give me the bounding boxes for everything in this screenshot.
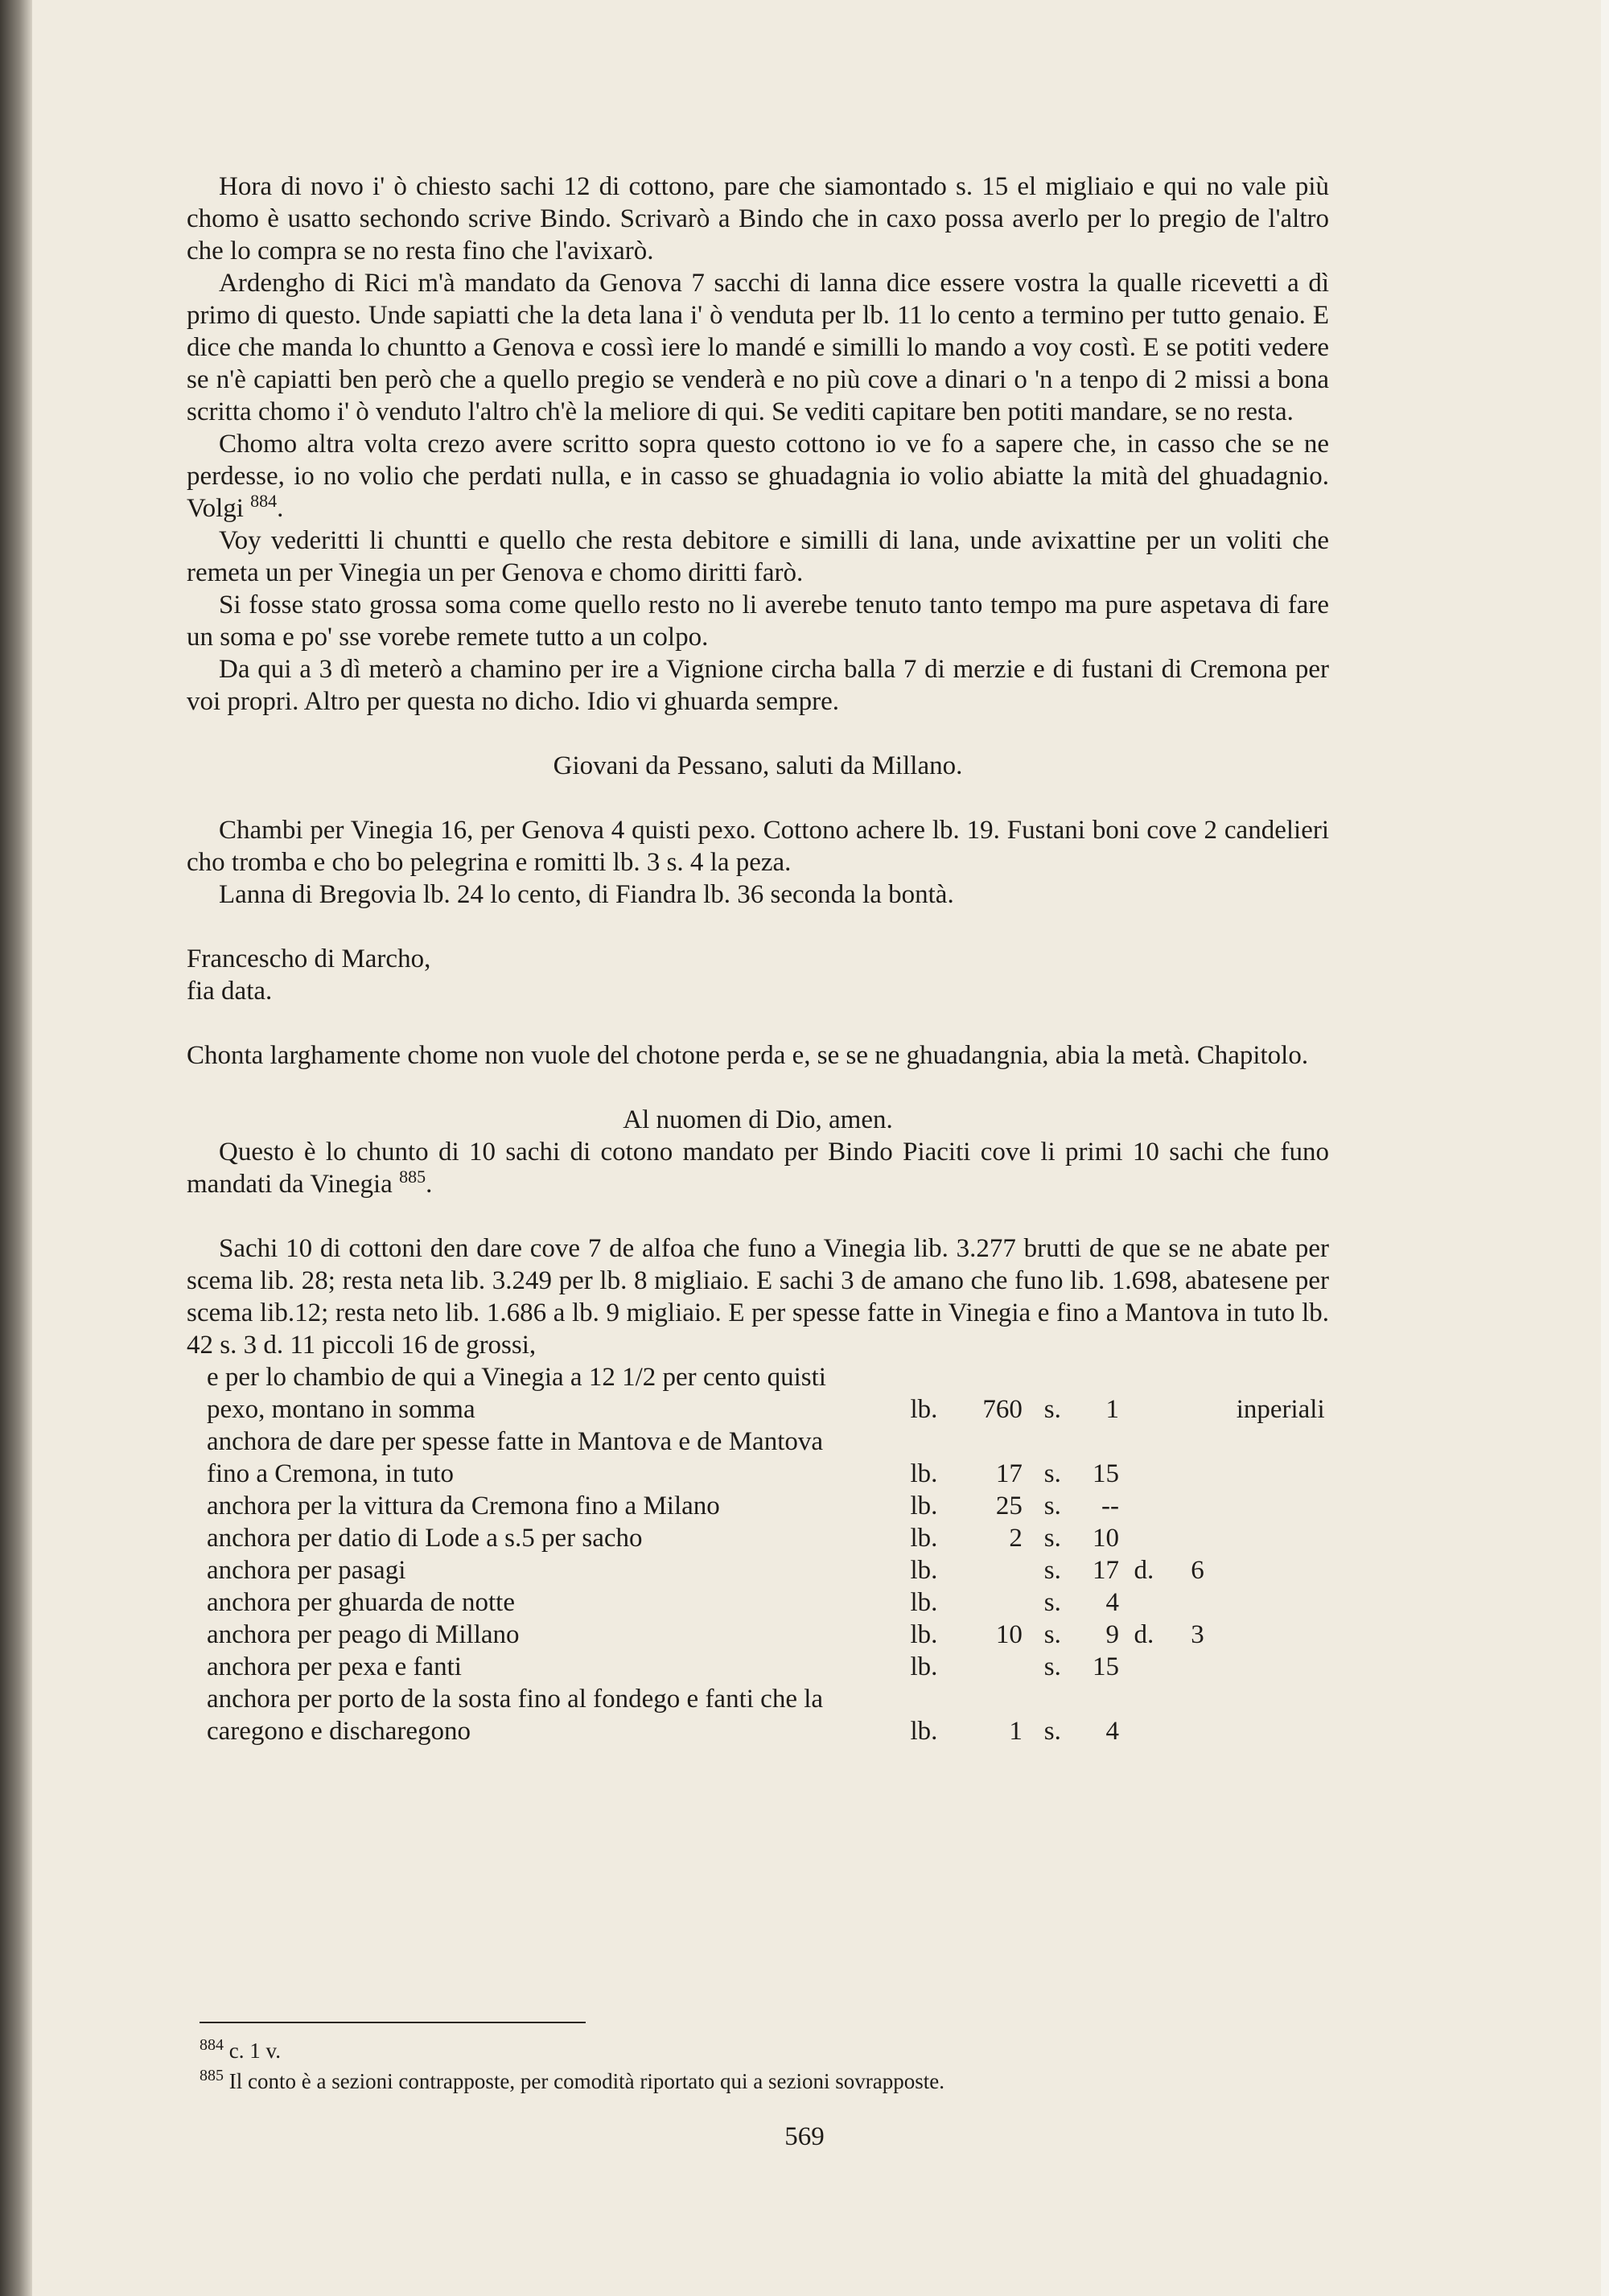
ledger-lb-unit: lb. xyxy=(910,1717,938,1746)
ledger-s-value: 9 xyxy=(1105,1620,1119,1649)
ledger-s-unit: s. xyxy=(1043,1588,1061,1617)
ledger-description-line: anchora per ghuarda de notte xyxy=(207,1588,515,1617)
ledger-lb-unit: lb. xyxy=(910,1620,938,1649)
ledger-lb-value: 25 xyxy=(995,1492,1023,1520)
paragraph-7: Chambi per Vinegia 16, per Genova 4 quisti pexo. Cottono achere lb. 19. Fustani boni cove 2 candelieri cho tromba e cho bo pelegrina e romitti lb. 3 s. 4 la peza. xyxy=(187,816,1329,877)
footnote-text: c. 1 v. xyxy=(228,2039,281,2063)
ledger-description-line: caregono e discharegono xyxy=(207,1717,471,1746)
ledger-lb-value: 1 xyxy=(1009,1717,1023,1746)
ledger-row xyxy=(187,1586,1329,1619)
ledger-description xyxy=(187,1426,911,1490)
footnote-text: Il conto è a sezioni contrapposte, per comodità riportato qui a sezioni sovrapposte. xyxy=(228,2069,944,2093)
ledger-row xyxy=(187,1426,1329,1490)
ledger-row xyxy=(187,1490,1329,1522)
ledger-description-line: anchora per pexa e fanti xyxy=(207,1652,462,1681)
ledger-description-line: anchora per porto de la sosta fino al fondego e fanti che la xyxy=(207,1685,824,1714)
paragraph-11: Sachi 10 di cottoni den dare cove 7 de alfoa che funo a Vinegia lib. 3.277 brutti de que se ne abate per scema lib. 28; resta neta lib. 3.249 per lb. 8 migliaio. E sachi 3 de amano che funo lib. 1.698, abatesene per scema lib.12; resta neto lib. 1.686 a lb. 9 migliaio. E per spesse fatte in Vinegia e fino a Mantova in tuto lb. 42 s. 3 d. 11 piccoli 16 de grossi, xyxy=(187,1234,1329,1360)
ledger-description-line: anchora de dare per spesse fatte in Mantova e de Mantova xyxy=(207,1427,824,1456)
ledger-s-value: 15 xyxy=(1092,1459,1119,1488)
ledger-row xyxy=(187,1619,1329,1651)
paragraph-8: Lanna di Bregovia lb. 24 lo cento, di Fiandra lb. 36 seconda la bontà. xyxy=(219,880,954,909)
footnote-885 xyxy=(200,2066,1326,2096)
ledger-lb-value: 2 xyxy=(1009,1524,1023,1553)
footnotes xyxy=(200,2035,1326,2096)
invocation: Al nuomen di Dio, amen. xyxy=(623,1105,893,1134)
address-line-1: Francescho di Marcho, xyxy=(187,944,431,973)
footnote-number: 884 xyxy=(200,2036,224,2054)
footnote-number: 885 xyxy=(200,2067,224,2084)
paragraph-1: Hora di novo i' ò chiesto sachi 12 di cottono, pare che siamontado s. 15 el migliaio e qui no vale più chomo è usatto sechondo scrive Bindo. Scrivarò a Bindo che in caxo possa averlo per lo pregio de l'altro che lo compra se no resta fino che l'avixarò. xyxy=(187,172,1329,265)
ledger-description xyxy=(187,1619,911,1651)
ledger-currency: inperiali xyxy=(1236,1395,1325,1424)
summary-note: Chonta larghamente chome non vuole del chotone perda e, se se ne ghuadangnia, abia la metà. Chapitolo. xyxy=(187,1041,1309,1070)
ledger-description xyxy=(187,1683,911,1747)
ledger-lb-unit: lb. xyxy=(910,1652,938,1681)
ledger-s-unit: s. xyxy=(1043,1459,1061,1488)
ledger-d-value: 6 xyxy=(1191,1556,1204,1585)
ledger-description-line: anchora per datio di Lode a s.5 per sacho xyxy=(207,1524,643,1553)
ledger-lb-value: 17 xyxy=(995,1459,1023,1488)
account-ledger xyxy=(187,1361,1329,1747)
ledger-s-value: -- xyxy=(1101,1492,1119,1520)
footnote-rule xyxy=(200,2022,586,2023)
page-edge xyxy=(1601,0,1609,2296)
ledger-row xyxy=(187,1522,1329,1554)
page-number: 569 xyxy=(784,2122,825,2151)
ledger-row xyxy=(187,1683,1329,1747)
paragraph-4: Voy vederitti li chuntti e quello che resta debitore e similli di lana, unde avixattine per un voliti che remeta un per Vinegia un per Genova e chomo diritti farò. xyxy=(187,526,1329,587)
ledger-description-line: anchora per la vittura da Cremona fino a Milano xyxy=(207,1492,720,1520)
main-text xyxy=(187,171,1329,1747)
paragraph-10-text: Questo è lo chunto di 10 sachi di cotono mandato per Bindo Piaciti cove li primi 10 sachi che funo mandati da Vinegia xyxy=(187,1138,1329,1199)
ledger-lb-value: 10 xyxy=(995,1620,1023,1649)
ledger-description-line: fino a Cremona, in tuto xyxy=(207,1459,455,1488)
ledger-s-unit: s. xyxy=(1043,1556,1061,1585)
ledger-s-unit: s. xyxy=(1043,1717,1061,1746)
paragraph-3-text: Chomo altra volta crezo avere scritto sopra questo cottono io ve fo a sapere che, in casso che se ne perdesse, io no volio che perdati nulla, e in casso se ghuadagnia io volio abiatte la mità del ghuadagnio. Volgi xyxy=(187,430,1329,523)
ledger-row xyxy=(187,1361,1329,1426)
ledger-s-value: 10 xyxy=(1092,1524,1119,1553)
ledger-lb-unit: lb. xyxy=(910,1395,938,1424)
ledger-description xyxy=(187,1651,911,1683)
paragraph-10: Questo è lo chunto di 10 sachi di cotono mandato per Bindo Piaciti cove li primi 10 sachi che funo mandati da Vinegia $^{885}$. xyxy=(187,1138,1329,1199)
ledger-s-value: 4 xyxy=(1105,1588,1119,1617)
footnote-884 xyxy=(200,2035,1326,2066)
book-spine-shadow xyxy=(0,0,32,2296)
ledger-s-unit: s. xyxy=(1043,1524,1061,1553)
ledger-description-line: anchora per pasagi xyxy=(207,1556,406,1585)
ledger-description xyxy=(187,1554,911,1586)
ledger-description xyxy=(187,1586,911,1619)
ledger-s-unit: s. xyxy=(1043,1652,1061,1681)
ledger-s-value: 4 xyxy=(1105,1717,1119,1746)
ledger-lb-unit: lb. xyxy=(910,1459,938,1488)
ledger-description xyxy=(187,1361,911,1426)
paragraph-6: Da qui a 3 dì meterò a chamino per ire a Vignione circha balla 7 di merzie e di fustani di Cremona per voi propri. Altro per questa no dicho. Idio vi ghuarda sempre. xyxy=(187,655,1329,716)
ledger-lb-unit: lb. xyxy=(910,1556,938,1585)
address-line-2: fia data. xyxy=(187,977,273,1006)
ledger-lb-unit: lb. xyxy=(910,1588,938,1617)
signature: Giovani da Pessano, saluti da Millano. xyxy=(553,751,963,780)
paragraph-2: Ardengho di Rici m'à mandato da Genova 7 sacchi di lanna dice essere vostra la qualle ricevetti a dì primo di questo. Unde sapiatti che la deta lana i' ò venduta per lb. 11 lo cento a termino per tutto genaio. E dice che manda lo chuntto a Genova e cossì iere lo mandé e similli lo mando a voy costì. E se potiti vedere se n'è capiatti ben però che a quello pregio se venderà e no più cove a dinari o 'n a tenpo di 2 missi a bona scritta chomo i' ò venduto l'altro ch'è la meliore di qui. Se vediti capitare ben potiti mandare, se no resta. xyxy=(187,269,1329,426)
ledger-s-unit: s. xyxy=(1043,1620,1061,1649)
ledger-s-value: 15 xyxy=(1092,1652,1119,1681)
ledger-description xyxy=(187,1522,911,1554)
ledger-s-unit: s. xyxy=(1043,1395,1061,1424)
ledger-d-unit: d. xyxy=(1134,1620,1154,1649)
ledger-description-line: pexo, montano in somma xyxy=(207,1395,475,1424)
ledger-d-unit: d. xyxy=(1134,1556,1154,1585)
ledger-row xyxy=(187,1554,1329,1586)
ledger-s-value: 17 xyxy=(1092,1556,1119,1585)
ledger-d-value: 3 xyxy=(1191,1620,1204,1649)
ledger-description-line: anchora per peago di Millano xyxy=(207,1620,520,1649)
paragraph-5: Si fosse stato grossa soma come quello resto no li averebe tenuto tanto tempo ma pure aspetava di fare un soma e po' sse vorebe remete tutto a un colpo. xyxy=(187,590,1329,652)
ledger-s-value: 1 xyxy=(1105,1395,1119,1424)
ledger-description-line: e per lo chambio de qui a Vinegia a 12 1/2 per cento quisti xyxy=(207,1363,826,1392)
paragraph-3: Chomo altra volta crezo avere scritto sopra questo cottono io ve fo a sapere che, in casso che se ne perdesse, io no volio che perdati nulla, e in casso se ghuadagnia io volio abiatte la mità del ghuadagnio. Volgi $^{884}$. xyxy=(187,430,1329,523)
ledger-lb-unit: lb. xyxy=(910,1524,938,1553)
ledger-row xyxy=(187,1651,1329,1683)
footnote-ref-885: 885 xyxy=(399,1167,426,1187)
ledger-lb-value: 760 xyxy=(982,1395,1023,1424)
ledger-description xyxy=(187,1490,911,1522)
footnote-ref-884: 884 xyxy=(250,491,278,511)
ledger-lb-unit: lb. xyxy=(910,1492,938,1520)
ledger-s-unit: s. xyxy=(1043,1492,1061,1520)
